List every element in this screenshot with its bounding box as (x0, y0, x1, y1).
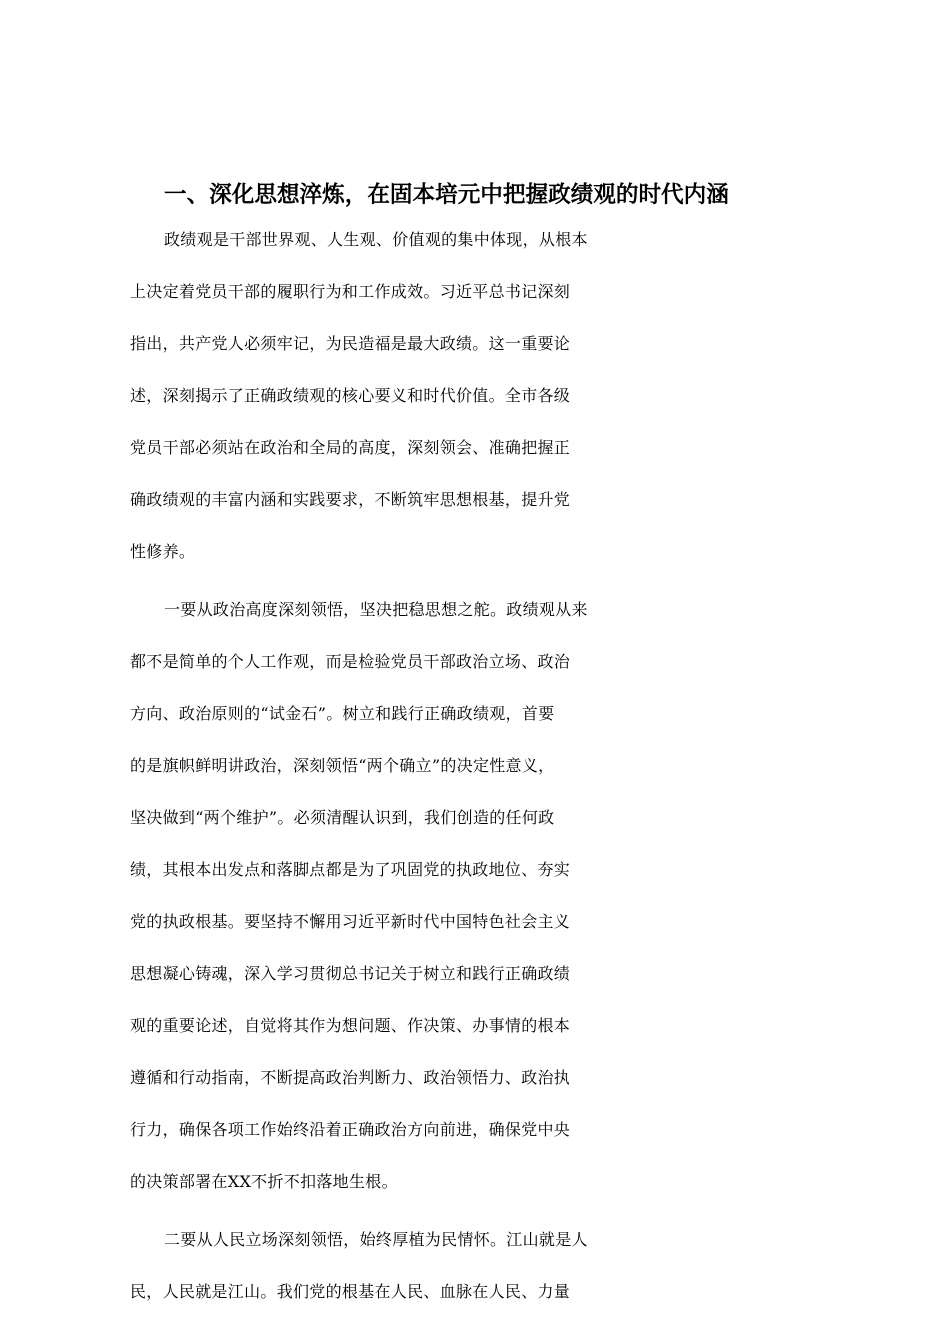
paragraph-line: 遵循和行动指南，不断提高政治判断力、政治领悟力、政治执 (130, 1068, 571, 1087)
paragraph-line: 都不是简单的个人工作观，而是检验党员干部政治立场、政治 (130, 652, 571, 671)
section-heading: 一、深化思想淬炼，在固本培元中把握政绩观的时代内涵 (164, 182, 729, 208)
paragraph-2 (130, 584, 820, 1208)
paragraph-line: 思想凝心铸魂，深入学习贯彻总书记关于树立和践行正确政绩 (130, 964, 571, 983)
paragraph-line: 行力，确保各项工作始终沿着正确政治方向前进，确保党中央 (130, 1120, 571, 1139)
paragraph-1 (130, 214, 820, 578)
paragraph-line: 政绩观是干部世界观、人生观、价值观的集中体现，从根本 (164, 230, 588, 249)
paragraph-line: 性修养。 (130, 542, 196, 561)
paragraph-line: 党员干部必须站在政治和全局的高度，深刻领会、准确把握正 (130, 438, 571, 457)
paragraph-3 (130, 1214, 820, 1318)
paragraph-line: 指出，共产党人必须牢记，为民造福是最大政绩。这一重要论 (130, 334, 571, 353)
paragraph-line: 绩，其根本出发点和落脚点都是为了巩固党的执政地位、夯实 (130, 860, 571, 879)
paragraph-line: 民，人民就是江山。我们党的根基在人民、血脉在人民、力量 (130, 1282, 571, 1301)
paragraph-line: 方向、政治原则的“试金石”。树立和践行正确政绩观，首要 (130, 704, 555, 723)
paragraph-line: 确政绩观的丰富内涵和实践要求，不断筑牢思想根基，提升党 (130, 490, 571, 509)
paragraph-line: 二要从人民立场深刻领悟，始终厚植为民情怀。江山就是人 (164, 1230, 588, 1249)
paragraph-line: 的是旗帜鲜明讲政治，深刻领悟“两个确立”的决定性意义， (130, 756, 555, 775)
paragraph-line: 述，深刻揭示了正确政绩观的核心要义和时代价值。全市各级 (130, 386, 571, 405)
paragraph-line: 的决策部署在XX不折不扣落地生根。 (130, 1172, 398, 1191)
paragraph-line: 观的重要论述，自觉将其作为想问题、作决策、办事情的根本 (130, 1016, 571, 1035)
paragraph-line: 一要从政治高度深刻领悟，坚决把稳思想之舵。政绩观从来 (164, 600, 588, 619)
document-page (130, 174, 820, 1318)
paragraph-line: 党的执政根基。要坚持不懈用习近平新时代中国特色社会主义 (130, 912, 571, 931)
paragraph-line: 上决定着党员干部的履职行为和工作成效。习近平总书记深刻 (130, 282, 571, 301)
paragraph-line: 坚决做到“两个维护”。必须清醒认识到，我们创造的任何政 (130, 808, 555, 827)
